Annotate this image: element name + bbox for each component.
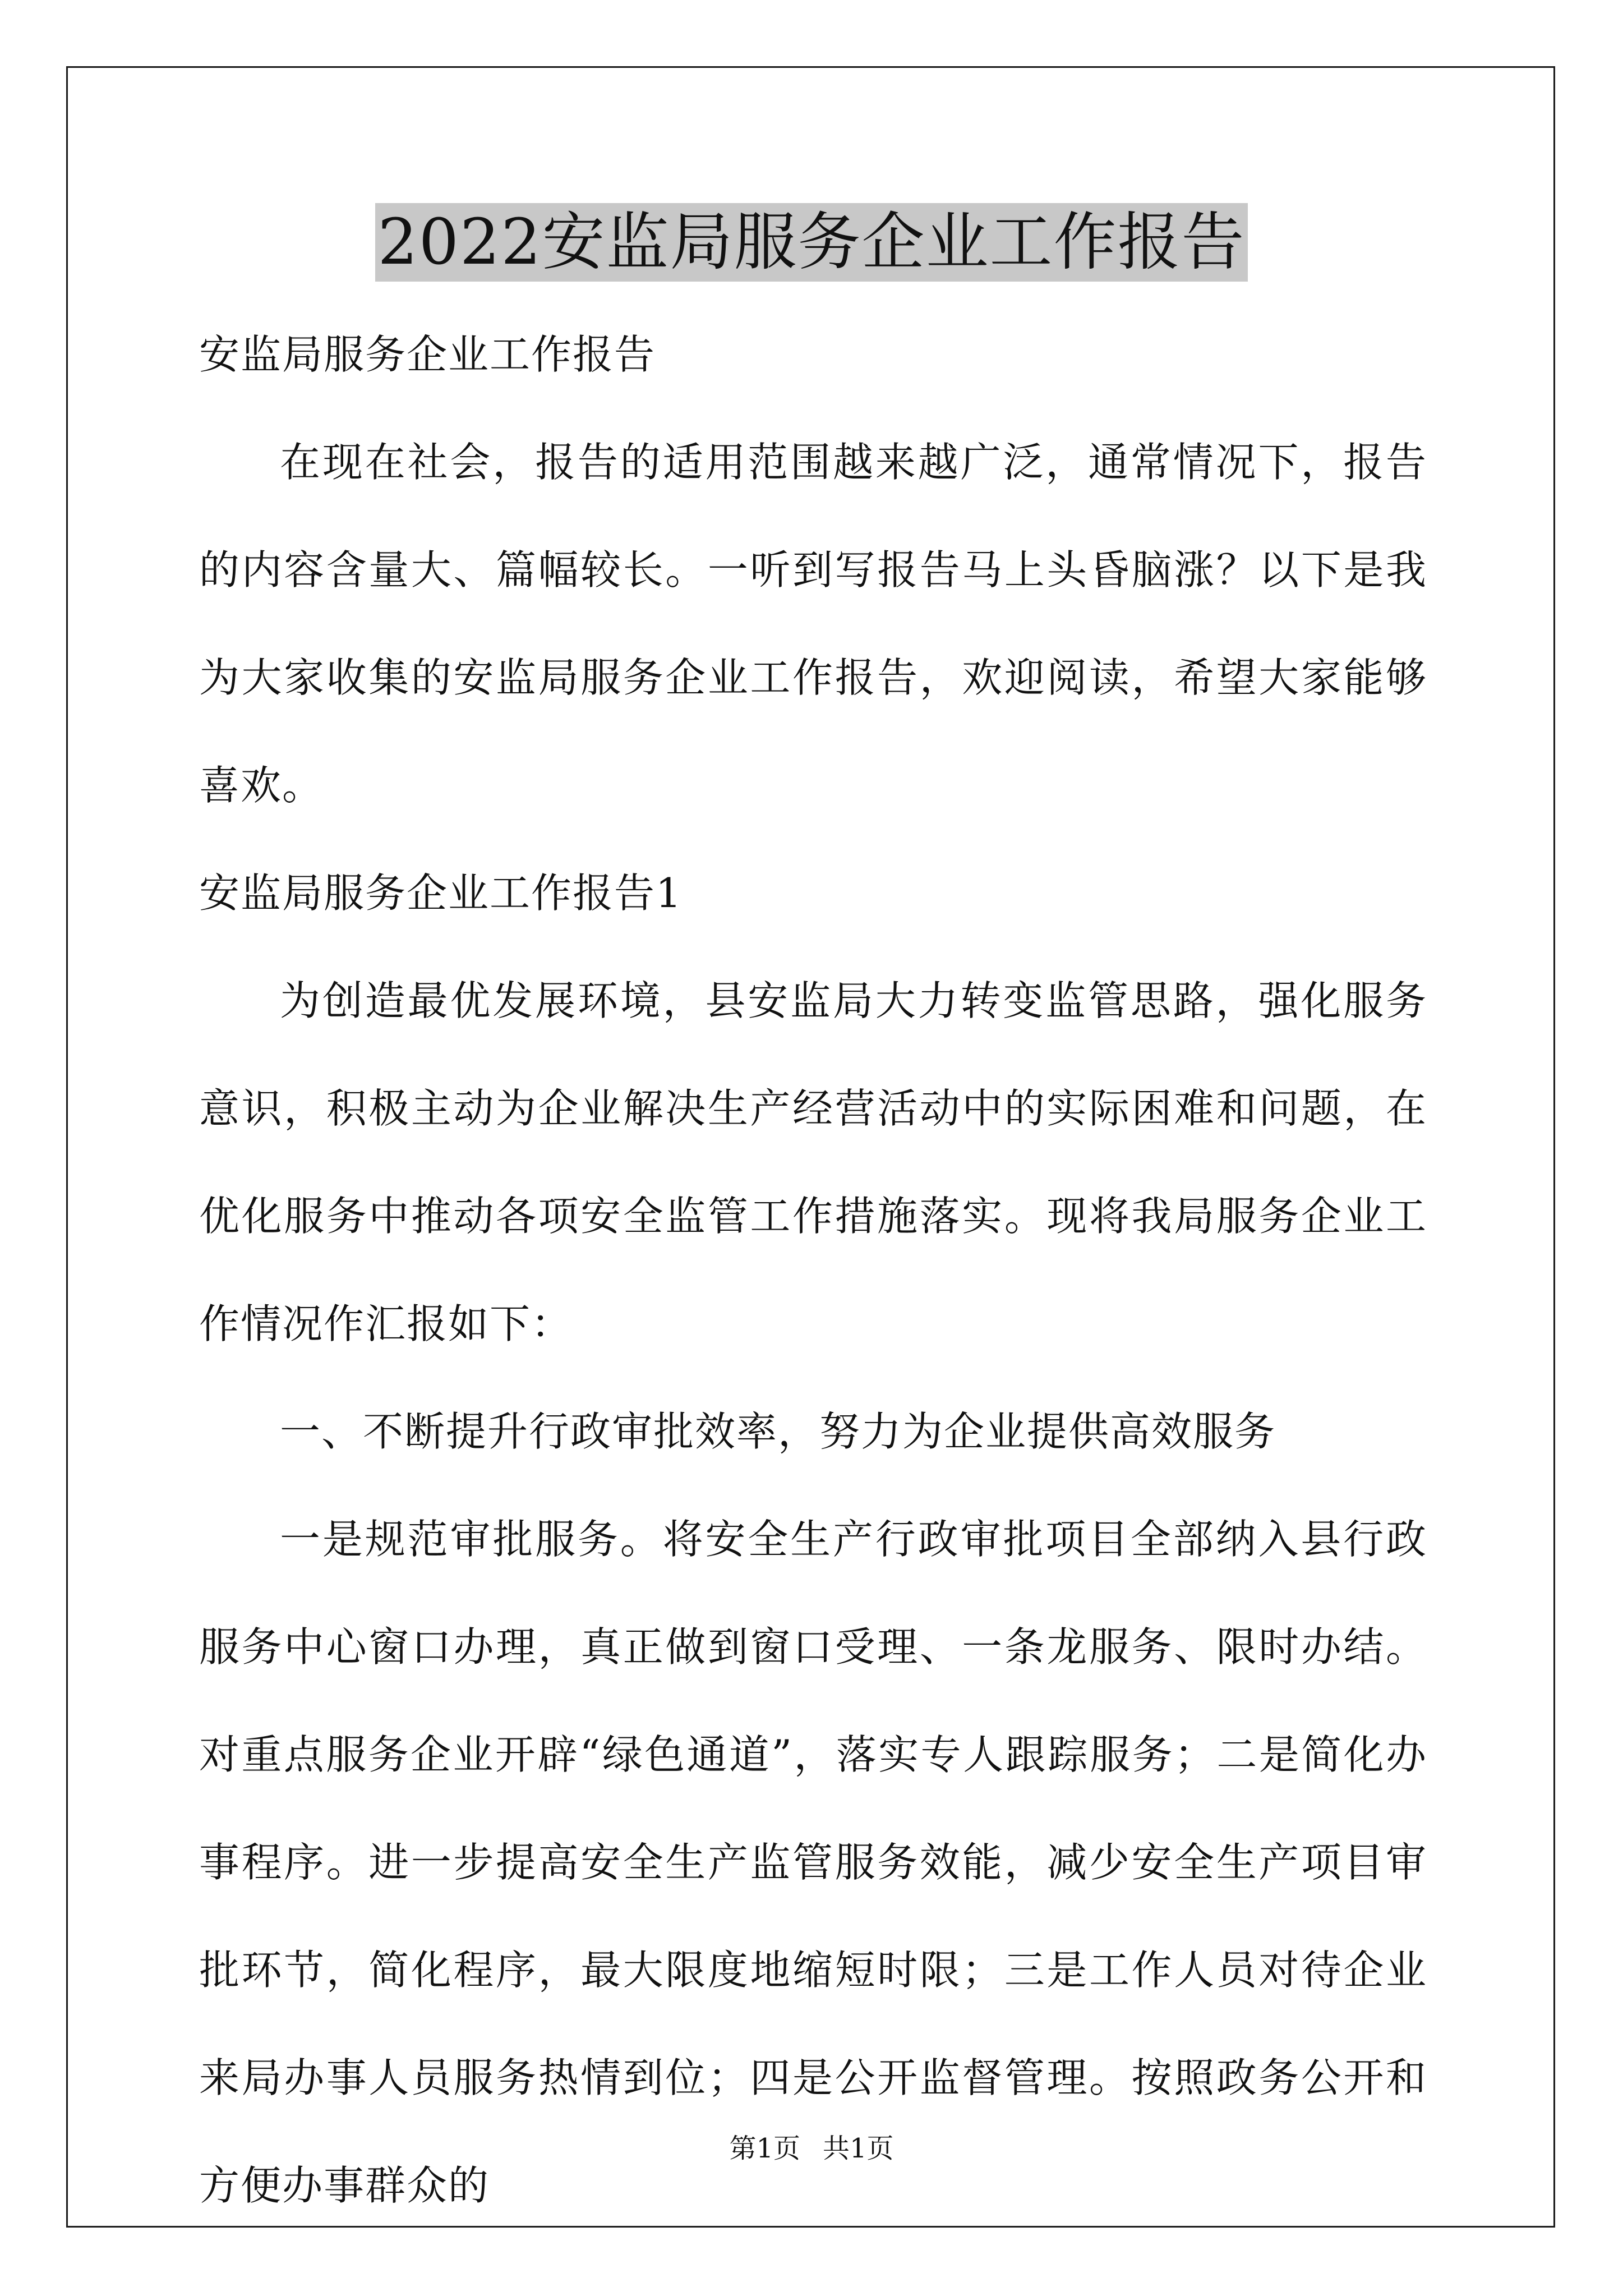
paragraph-subtitle: 安监局服务企业工作报告 <box>199 331 656 378</box>
page-total: 共1页 <box>823 2133 894 2164</box>
paragraph-overview: 为创造最优发展环境，县安监局大力转变监管思路，强化服务意识，积极主动为企业解决生产经营活动中的实际困难和问题，在优化服务中推动各项安全监管工作措施落实。现将我局服务企业工作情况作汇报如下： <box>199 977 1427 1347</box>
page-footer <box>0 2132 1623 2165</box>
paragraph-intro: 在现在社会，报告的适用范围越来越广泛，通常情况下，报告的内容含量大、篇幅较长。一听到写报告马上头昏脑涨？以下是我为大家收集的安监局服务企业工作报告，欢迎阅读，希望大家能够喜欢。 <box>199 439 1427 809</box>
page-number: 第1页 <box>729 2133 800 2164</box>
title-container <box>0 203 1623 282</box>
paragraph-heading-one: 一、不断提升行政审批效率，努力为企业提供高效服务 <box>280 1408 1276 1455</box>
document-body <box>199 301 1427 2239</box>
paragraph-approval-service: 一是规范审批服务。将安全生产行政审批项目全部纳入县行政服务中心窗口办理，真正做到窗口受理、一条龙服务、限时办结。对重点服务企业开辟“绿色通道”，落实专人跟踪服务；二是简化办事程序。进一步提高安全生产监管服务效能，减少安全生产项目审批环节，简化程序，最大限度地缩短时限；三是工作人员对待企业来局办事人员服务热情到位；四是公开监督管理。按照政务公开和方便办事群众的 <box>199 1516 1427 2209</box>
paragraph-section-heading: 安监局服务企业工作报告1 <box>199 869 683 917</box>
document-title: 2022安监局服务企业工作报告 <box>375 203 1247 282</box>
